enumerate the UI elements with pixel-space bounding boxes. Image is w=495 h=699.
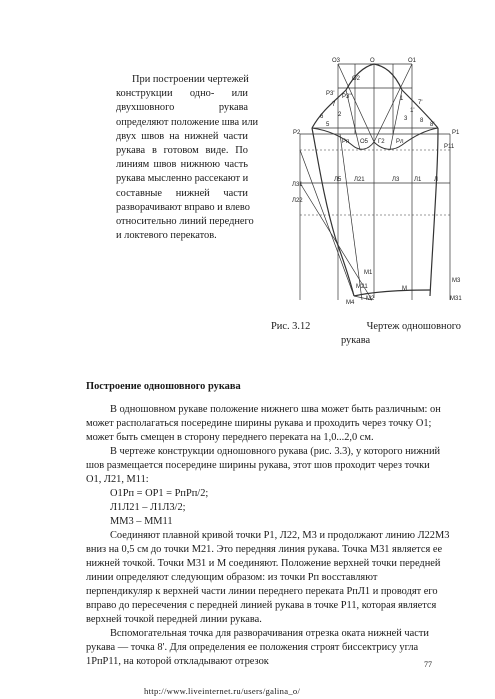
intro-line: двухшовного рукава [116, 102, 248, 114]
intro-line: двух швов на нижней части [116, 130, 248, 142]
label-m1: M1 [364, 270, 373, 276]
page-number: 77 [424, 660, 432, 669]
caption-text: Чертеж одношовного [366, 321, 461, 332]
label-p2: P2 [293, 130, 301, 136]
label-l21: Л21 [354, 177, 365, 183]
intro-paragraph [116, 73, 259, 243]
label-p11: P11 [444, 144, 455, 150]
body-line: В чертеже конструкции одношовного рукава (рис. 3.3), у которого нижний [110, 446, 441, 457]
label-two: 2 [338, 112, 342, 118]
label-m: M [402, 286, 407, 292]
label-m4: M4 [346, 300, 355, 306]
intro-line: конструкции одно- или [116, 88, 248, 100]
label-three: 3 [404, 116, 408, 122]
body-line: 1PпP11, на которой откладывают отрезок [86, 656, 269, 667]
footer-url[interactable]: http://www.liveinternet.ru/users/galina_o/ [144, 686, 301, 696]
intro-line: При построении чертежей [132, 74, 249, 85]
label-o1: O1 [408, 58, 417, 64]
label-eight-prime: 8' [430, 122, 435, 128]
label-g2: Г2 [378, 139, 385, 145]
label-six: 6 [320, 114, 324, 120]
label-o: O [370, 58, 375, 64]
body-line: Вспомогательная точка для разворачивания отрезка оката нижней части [110, 628, 429, 639]
caption-text-2: рукава [341, 335, 371, 346]
body-line: В одношовном рукаве положение нижнего шва может быть различным: он [110, 404, 441, 415]
intro-line: составные нижней части [116, 187, 248, 199]
label-seven: 7 [332, 102, 336, 108]
figure-caption [271, 320, 461, 348]
formula-line: Л1Л21 – Л1Л3/2; [110, 502, 186, 513]
label-m21: M21 [356, 284, 368, 290]
formula-line: O1Pп = OP1 = PпPп/2; [110, 488, 209, 499]
label-l1: Л1 [414, 177, 422, 183]
caption-number: Рис. 3.12 [271, 321, 311, 332]
intro-line: линиям швов нижнюю часть [116, 159, 248, 171]
section-heading: Построение одношовного рукава [86, 381, 241, 392]
label-m31: M31 [450, 296, 462, 302]
body-line: O1, Л21, M11: [86, 474, 149, 485]
label-l5: Л5 [334, 177, 342, 183]
label-o2-top: O2 [352, 76, 361, 82]
label-m2: M2 [366, 296, 375, 302]
label-one-prime: 1' [410, 108, 415, 114]
label-eight: 8 [420, 118, 424, 124]
body-line: может располагаться посередине ширины рукава и проходить через точку O1; [86, 418, 432, 429]
label-m3: M3 [452, 278, 461, 284]
label-l: Л [434, 177, 438, 183]
body-line: вправо до пересечения с передней линией рукава в точке P11, которая является [86, 600, 437, 611]
label-l31: Л31 [292, 182, 303, 188]
intro-line: рукава в готовом виде. По [116, 145, 248, 157]
body-line: перпендикуляр к верхней части линии переднего переката PпЛ1 и проводят его [86, 586, 438, 597]
formula-line: MM3 – MM11 [110, 516, 173, 527]
intro-line: определяют положение шва или [116, 116, 259, 128]
intro-line: рукава мысленно рассекают и [116, 173, 249, 185]
body-line: верхней точкой передней линии рукава. [86, 614, 262, 625]
label-p3-prime: P3' [326, 91, 335, 97]
intro-line: относительно линий переднего [116, 216, 254, 228]
sleeve-pattern-drawing [290, 55, 465, 310]
label-p1: P1 [452, 130, 460, 136]
body-line: может быть смещен в сторону переднего переката на 1,0...2,0 см. [86, 432, 374, 443]
label-l3: Л3 [392, 177, 400, 183]
body-line: нижней точкой. Точки M31 и M соединяют. Положение верхней точки передней [86, 558, 441, 569]
label-five: 5 [326, 122, 330, 128]
label-pp: Pп [342, 139, 350, 145]
label-o3: O3 [332, 58, 341, 64]
body-line: Соединяют плавной кривой точки P1, Л22, M3 и продолжают линию Л22M3 [110, 530, 450, 541]
intro-line: и локтевого перекатов. [116, 230, 217, 242]
label-seven-prime: 7' [418, 100, 423, 106]
body-line: линии определяют следующим образом: из точки Pп восставляют [86, 572, 378, 583]
label-l22: Л22 [292, 198, 303, 204]
label-pl: Pл [396, 139, 404, 145]
body-line: вниз на 0,5 см до точки M21. Это передняя линия рукава. Точка M31 является ее [86, 544, 443, 555]
intro-line: разворачивают вправо и влево [116, 201, 250, 213]
label-one: 1 [400, 96, 404, 102]
body-line: рукава — точка 8'. Для определения ее положения строят биссектрису угла [86, 642, 419, 653]
label-o5: O5 [360, 139, 369, 145]
body-line: шов размещается посередине ширины рукава, этот шов проходит через точки [86, 460, 430, 471]
label-p3-double-prime: P3'' [342, 94, 352, 100]
